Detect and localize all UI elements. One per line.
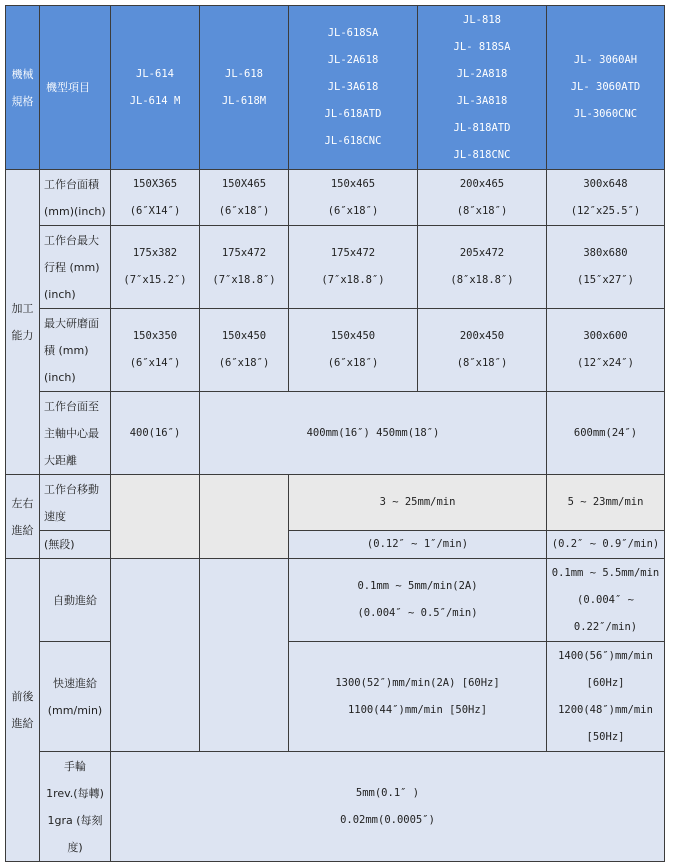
- model-header-618sa: [289, 6, 418, 170]
- model-name: JL- 818SA: [453, 40, 511, 53]
- row-table-area: [6, 170, 665, 226]
- model-name: JL-614 M: [129, 94, 181, 107]
- model-name: JL-3A618: [327, 81, 379, 93]
- value-cell: 175x382 (7″x15.2″): [111, 226, 200, 309]
- header-row: [6, 6, 665, 170]
- model-name: JL-818ATD: [453, 121, 511, 134]
- empty-cell: [200, 559, 289, 752]
- model-name: JL-818CNC: [453, 148, 511, 161]
- row-max-travel: [6, 226, 665, 309]
- value-cell: (0.2″ ~ 0.9″/min): [547, 531, 665, 559]
- empty-cell: [111, 475, 200, 559]
- model-name: JL- 3060ATD: [570, 81, 641, 93]
- value-cell-merged: 400mm(16″) 450mm(18″): [200, 392, 547, 475]
- model-name: JL-2A618: [327, 54, 379, 66]
- section-lr-feed: [6, 475, 40, 559]
- value-cell: 175x472 (7″x18.8″): [289, 226, 418, 309]
- value-cell-merged: (0.12″ ~ 1″/min): [289, 531, 547, 559]
- row-spindle-distance: [6, 392, 665, 475]
- row-label: 快速進給 (mm/min): [40, 642, 111, 752]
- row-label: 最大研磨面 積 (mm) (inch): [40, 309, 111, 392]
- model-name: JL-3060CNC: [573, 108, 638, 120]
- value-cell-merged: 1300(52″)mm/min(2A) [60Hz] 1100(44″)mm/min [50Hz]: [289, 642, 547, 752]
- item-label: 機型項目: [46, 81, 90, 94]
- value-cell: 380x680 (15″x27″): [547, 226, 665, 309]
- section-label: 前後進給: [11, 690, 34, 730]
- row-label: 工作台移動 速度: [40, 475, 111, 531]
- model-name: JL-618CNC: [324, 135, 382, 147]
- model-name: JL-818: [463, 13, 501, 26]
- model-header-618: [200, 6, 289, 170]
- row-label: 手輪 1rev.(每轉) 1gra (每刻 度): [40, 752, 111, 862]
- value-cell-merged: 0.1mm ~ 5mm/min(2A) (0.004″ ~ 0.5″/min): [289, 559, 547, 642]
- value-cell: 175x472 (7″x18.8″): [200, 226, 289, 309]
- model-name: JL-618M: [221, 94, 267, 107]
- row-handwheel: [6, 752, 665, 862]
- model-name: JL-614: [136, 67, 174, 80]
- value-cell: 200x450 (8″x18″): [418, 309, 547, 392]
- section-label: 左右進給: [11, 496, 34, 537]
- row-label: 工作台最大 行程 (mm) (inch): [40, 226, 111, 309]
- row-auto-feed: [6, 559, 665, 642]
- corner-label: 機械規格: [11, 67, 34, 108]
- empty-cell: [111, 559, 200, 752]
- value-cell-merged: 3 ~ 25mm/min: [289, 475, 547, 531]
- value-cell: 5 ~ 23mm/min: [547, 475, 665, 531]
- row-lr-speed: [6, 475, 665, 531]
- model-name: JL- 3060AH: [573, 54, 638, 66]
- empty-cell: [200, 475, 289, 559]
- value-cell: 150X465 (6″x18″): [200, 170, 289, 226]
- model-header-3060: [547, 6, 665, 170]
- model-name: JL-3A818: [456, 94, 508, 107]
- value-cell: 300x648 (12″x25.5″): [547, 170, 665, 226]
- row-max-grind: [6, 309, 665, 392]
- value-cell: 300x600 (12″x24″): [547, 309, 665, 392]
- row-label: 工作台面積 (mm)(inch): [40, 170, 111, 226]
- value-cell: 150x450 (6″x18″): [289, 309, 418, 392]
- model-name: JL-618SA: [327, 27, 379, 39]
- row-lr-stepless: [6, 531, 665, 559]
- value-cell: 150x450 (6″x18″): [200, 309, 289, 392]
- value-cell: 150x465 (6″x18″): [289, 170, 418, 226]
- corner-label-cell: [6, 6, 40, 170]
- row-label: (無段): [40, 531, 111, 559]
- value-cell: 205x472 (8″x18.8″): [418, 226, 547, 309]
- value-cell: 1400(56″)mm/min [60Hz] 1200(48″)mm/min [50Hz]: [547, 642, 665, 752]
- model-name: JL-618ATD: [324, 108, 382, 120]
- item-label-cell: [40, 6, 111, 170]
- value-cell-merged: 5mm(0.1″ ) 0.02mm(0.0005″): [111, 752, 665, 862]
- section-fb-feed: [6, 559, 40, 862]
- model-name: JL-618: [225, 67, 263, 80]
- model-header-818: [418, 6, 547, 170]
- value-cell: 600mm(24″): [547, 392, 665, 475]
- section-processing: [6, 170, 40, 475]
- model-name: JL-2A818: [456, 67, 508, 80]
- value-cell: 150x350 (6″x14″): [111, 309, 200, 392]
- model-header-614: [111, 6, 200, 170]
- spec-table: [5, 5, 665, 862]
- row-rapid-feed: [6, 642, 665, 752]
- value-cell: 400(16″): [111, 392, 200, 475]
- value-cell: 0.1mm ~ 5.5mm/min (0.004″ ~ 0.22″/min): [547, 559, 665, 642]
- row-label: 工作台面至 主軸中心最 大距離: [40, 392, 111, 475]
- value-cell: 200x465 (8″x18″): [418, 170, 547, 226]
- row-label: 自動進給: [40, 559, 111, 642]
- section-label: 加工能力: [11, 302, 34, 342]
- value-cell: 150X365 (6″X14″): [111, 170, 200, 226]
